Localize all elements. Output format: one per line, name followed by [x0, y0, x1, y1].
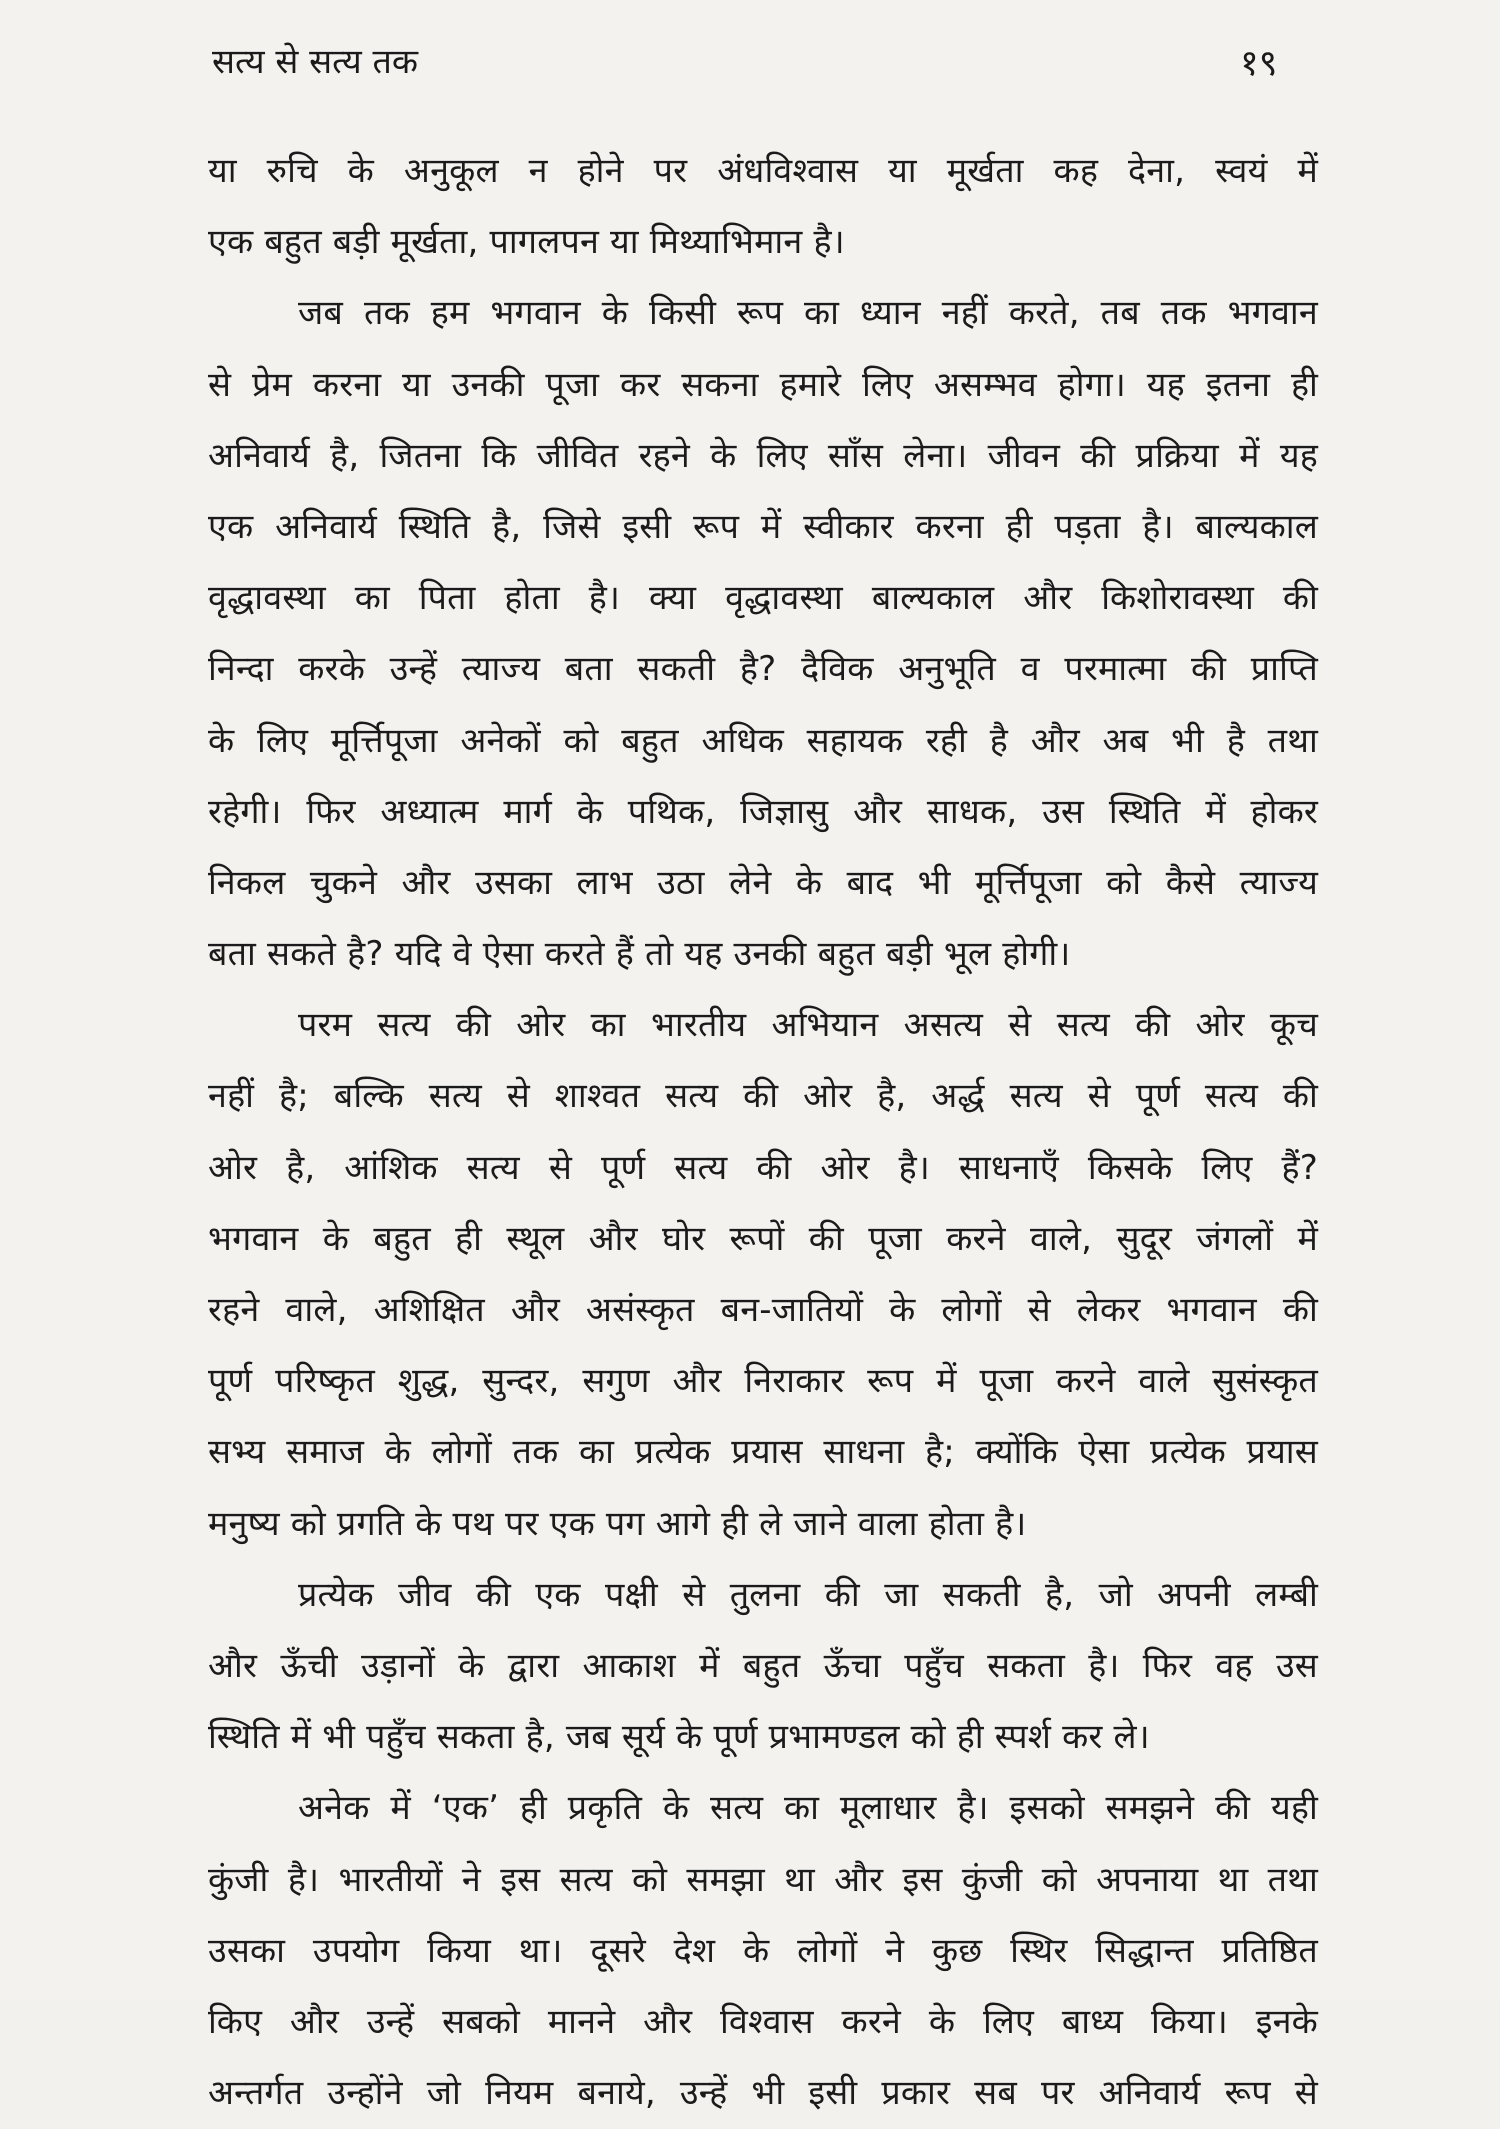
page-body: [208, 136, 1318, 2129]
text-line: सभ्य समाज के लोगों तक का प्रत्येक प्रयास साधना है; क्योंकि ऐसा प्रत्येक प्रयास: [208, 1432, 1318, 1473]
text-line: ओर है, आंशिक सत्य से पूर्ण सत्य की ओर है। साधनाएँ किसके लिए हैं?: [208, 1147, 1318, 1188]
text-line: रहेगी। फिर अध्यात्म मार्ग के पथिक, जिज्ञासु और साधक, उस स्थिति में होकर: [208, 791, 1318, 832]
text-line: स्थिति में भी पहुँच सकता है, जब सूर्य के पूर्ण प्रभामण्डल को ही स्पर्श कर ले।: [208, 1717, 1150, 1758]
text-line: मनुष्य को प्रगति के पथ पर एक पग आगे ही ले जाने वाला होता है।: [208, 1503, 1027, 1544]
paragraph-5: [208, 1773, 1318, 2129]
text-line: और ऊँची उड़ानों के द्वारा आकाश में बहुत ऊँचा पहुँच सकता है। फिर वह उस: [208, 1645, 1318, 1686]
text-line: उसका उपयोग किया था। दूसरे देश के लोगों ने कुछ स्थिर सिद्धान्त प्रतिष्ठित: [208, 1930, 1318, 1971]
text-line: रहने वाले, अशिक्षित और असंस्कृत बन-जातियों के लोगों से लेकर भगवान की: [208, 1290, 1318, 1330]
text-line: अन्तर्गत उन्होंने जो नियम बनाये, उन्हें भी इसी प्रकार सब पर अनिवार्य रूप से: [208, 2073, 1318, 2114]
text-line: भगवान के बहुत ही स्थूल और घोर रूपों की पूजा करने वाले, सुदूर जंगलों में: [208, 1218, 1318, 1259]
text-line: एक अनिवार्य स्थिति है, जिसे इसी रूप में स्वीकार करना ही पड़ता है। बाल्यकाल: [208, 506, 1318, 547]
text-line: से प्रेम करना या उनकी पूजा कर सकना हमारे लिए असम्भव होगा। यह इतना ही: [208, 364, 1318, 405]
text-line: के लिए मूर्त्तिपूजा अनेकों को बहुत अधिक सहायक रही है और अब भी है तथा: [208, 720, 1318, 761]
text-line: पूर्ण परिष्कृत शुद्ध, सुन्दर, सगुण और निराकार रूप में पूजा करने वाले सुसंस्कृत: [208, 1361, 1318, 1402]
text-line: कुंजी है। भारतीयों ने इस सत्य को समझा था और इस कुंजी को अपनाया था तथा: [208, 1859, 1318, 1900]
paragraph-3: [208, 990, 1318, 1560]
running-title: सत्य से सत्य तक: [212, 42, 419, 82]
text-line: बता सकते है? यदि वे ऐसा करते हैं तो यह उनकी बहुत बड़ी भूल होगी।: [208, 934, 1071, 975]
text-line: नहीं है; बल्कि सत्य से शाश्वत सत्य की ओर है, अर्द्ध सत्य से पूर्ण सत्य की: [208, 1076, 1318, 1117]
text-line: जब तक हम भगवान के किसी रूप का ध्यान नहीं करते, तब तक भगवान: [298, 293, 1318, 334]
text-line: या रुचि के अनुकूल न होने पर अंधविश्वास या मूर्खता कह देना, स्वयं में: [208, 151, 1318, 191]
text-line: प्रत्येक जीव की एक पक्षी से तुलना की जा सकती है, जो अपनी लम्बी: [298, 1574, 1318, 1615]
text-line: परम सत्य की ओर का भारतीय अभियान असत्य से सत्य की ओर कूच: [298, 1005, 1318, 1046]
page-number: १९: [1240, 43, 1278, 84]
text-line: निकल चुकने और उसका लाभ उठा लेने के बाद भी मूर्त्तिपूजा को कैसे त्याज्य: [208, 862, 1318, 903]
paragraph-4: [208, 1560, 1318, 1774]
text-line: अनेक में ‘एक’ ही प्रकृति के सत्य का मूलाधार है। इसको समझने की यही: [298, 1788, 1318, 1829]
text-line: वृद्धावस्था का पिता होता है। क्या वृद्धावस्था बाल्यकाल और किशोरावस्था की: [208, 578, 1318, 619]
text-line: अनिवार्य है, जितना कि जीवित रहने के लिए साँस लेना। जीवन की प्रक्रिया में यह: [208, 435, 1318, 476]
paragraph-2: [208, 278, 1318, 990]
text-line: निन्दा करके उन्हें त्याज्य बता सकती है? दैविक अनुभूति व परमात्मा की प्राप्ति: [208, 649, 1318, 690]
text-line: किए और उन्हें सबको मानने और विश्वास करने के लिए बाध्य किया। इनके: [208, 2001, 1318, 2042]
paragraph-1: [208, 136, 1318, 278]
text-line: एक बहुत बड़ी मूर्खता, पागलपन या मिथ्याभिमान है।: [208, 222, 845, 263]
